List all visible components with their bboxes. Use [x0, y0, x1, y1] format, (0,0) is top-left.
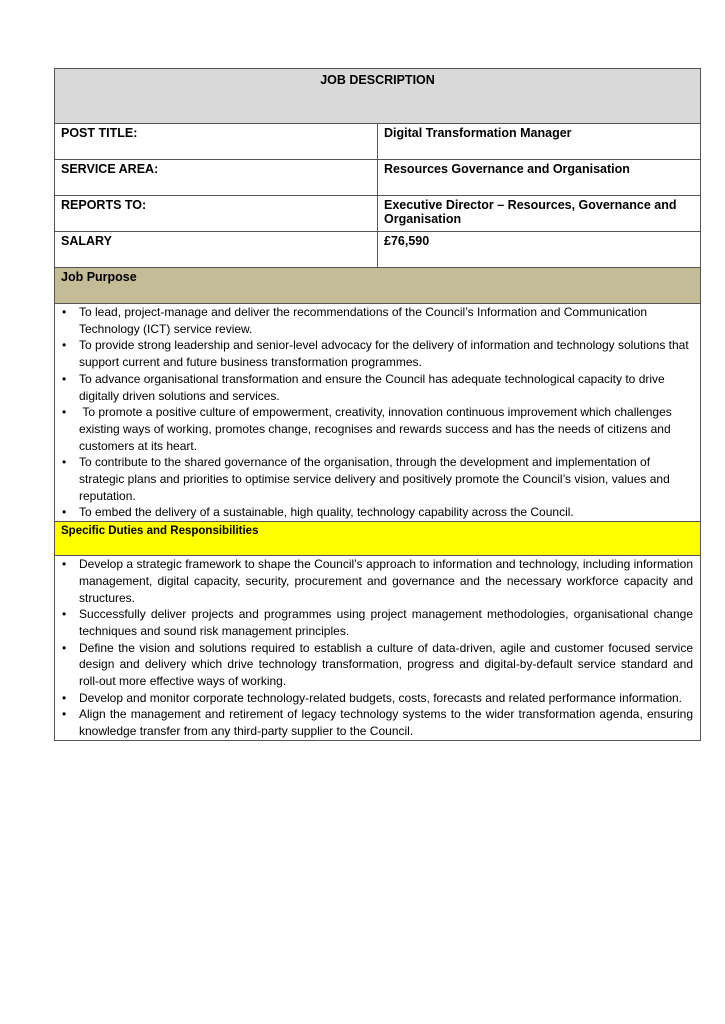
service-area-label-cell [55, 160, 378, 196]
list-item-text: To embed the delivery of a sustainable, high quality, technology capability across the Council. [79, 505, 574, 520]
duties-heading-cell [55, 522, 701, 556]
reports-to-label: REPORTS TO: [61, 198, 147, 212]
header-cell [55, 69, 701, 124]
header-row [55, 69, 701, 124]
salary-row [55, 232, 701, 268]
salary-label-cell [55, 232, 378, 268]
salary-value: £76,590 [384, 234, 430, 248]
job-purpose-heading-cell [55, 268, 701, 304]
list-item-text: To lead, project-manage and deliver the recommendations of the Council’s Information and Communication Technology (ICT) service review. [79, 305, 648, 336]
list-item [62, 504, 693, 521]
post-title-row [55, 124, 701, 160]
bullet-icon: • [62, 338, 67, 353]
job-purpose-list [55, 304, 700, 521]
reports-to-row [55, 196, 701, 232]
service-area-label: SERVICE AREA: [61, 162, 159, 176]
duties-body-row [55, 556, 701, 741]
list-item [62, 371, 693, 404]
reports-to-value-cell [378, 196, 701, 232]
list-item-text: To advance organisational transformation and ensure the Council has adequate technological capacity to drive digitally driven solutions and services. [79, 371, 665, 403]
service-area-value: Resources Governance and Organisation [384, 162, 630, 176]
list-item-text: Define the vision and solutions required to establish a culture of data-driven, agile and customer focused service design and delivery which drive technology transformation, progress and digital-by-default service standard and roll-out more effective ways of working. [79, 640, 693, 689]
list-item-text: Align the management and retirement of legacy technology systems to the wider transformation agenda, ensuring knowledge transfer from any third-party supplier to the Council. [79, 707, 693, 739]
list-item [62, 404, 693, 454]
list-item [62, 304, 693, 337]
list-item-text: Develop and monitor corporate technology-related budgets, costs, forecasts and related performance information. [79, 690, 682, 705]
bullet-icon: • [62, 640, 67, 655]
salary-value-cell [378, 232, 701, 268]
post-title-label: POST TITLE: [61, 126, 138, 140]
list-item [62, 706, 693, 739]
list-item [62, 690, 693, 707]
post-title-value: Digital Transformation Manager [384, 126, 572, 140]
duties-list [55, 556, 700, 740]
bullet-icon: • [62, 607, 67, 622]
duties-body-cell [55, 556, 701, 741]
bullet-icon: • [62, 557, 67, 572]
list-item [62, 606, 693, 639]
bullet-icon: • [62, 405, 67, 420]
service-area-value-cell [378, 160, 701, 196]
list-item-text: Develop a strategic framework to shape the Council’s approach to information and technology, including information management, digital capacity, security, procurement and governance and the necessary workforce capacity and structures. [79, 557, 693, 605]
salary-label: SALARY [61, 234, 112, 248]
list-item-text: To provide strong leadership and senior-level advocacy for the delivery of information and technology solutions that support current and future business transformation programmes. [79, 338, 689, 370]
bullet-icon: • [62, 455, 67, 470]
duties-heading: Specific Duties and Responsibilities [61, 525, 259, 538]
document-title: JOB DESCRIPTION [320, 73, 435, 87]
bullet-icon: • [62, 707, 67, 722]
bullet-icon: • [62, 690, 67, 705]
service-area-row [55, 160, 701, 196]
list-item [62, 556, 693, 606]
bullet-icon: • [62, 505, 67, 520]
job-purpose-heading: Job Purpose [61, 270, 137, 284]
bullet-icon: • [62, 305, 67, 319]
job-purpose-body-row [55, 304, 701, 522]
job-purpose-body-cell [55, 304, 701, 522]
list-item [62, 337, 693, 370]
bullet-icon: • [62, 371, 67, 386]
duties-heading-row [55, 522, 701, 556]
list-item-text: To promote a positive culture of empowerment, creativity, innovation continuous improvement which challenges existing ways of working, promotes change, recognises and rewards success and has the needs of citizens and customers at its heart. [79, 405, 676, 453]
list-item [62, 454, 693, 504]
post-title-label-cell [55, 124, 378, 160]
list-item-text: To contribute to the shared governance of the organisation, through the development and implementation of strategic plans and priorities to optimise service delivery and positively promote the Council’s vision, values and reputation. [79, 455, 670, 503]
reports-to-value: Executive Director – Resources, Governance and Organisation [384, 198, 677, 226]
reports-to-label-cell [55, 196, 378, 232]
post-title-value-cell [378, 124, 701, 160]
job-description-document [54, 68, 701, 741]
job-purpose-heading-row [55, 268, 701, 304]
list-item [62, 640, 693, 690]
list-item-text: Successfully deliver projects and programmes using project management methodologies, organisational change techniques and sound risk management principles. [79, 607, 693, 638]
job-description-table [54, 68, 701, 741]
